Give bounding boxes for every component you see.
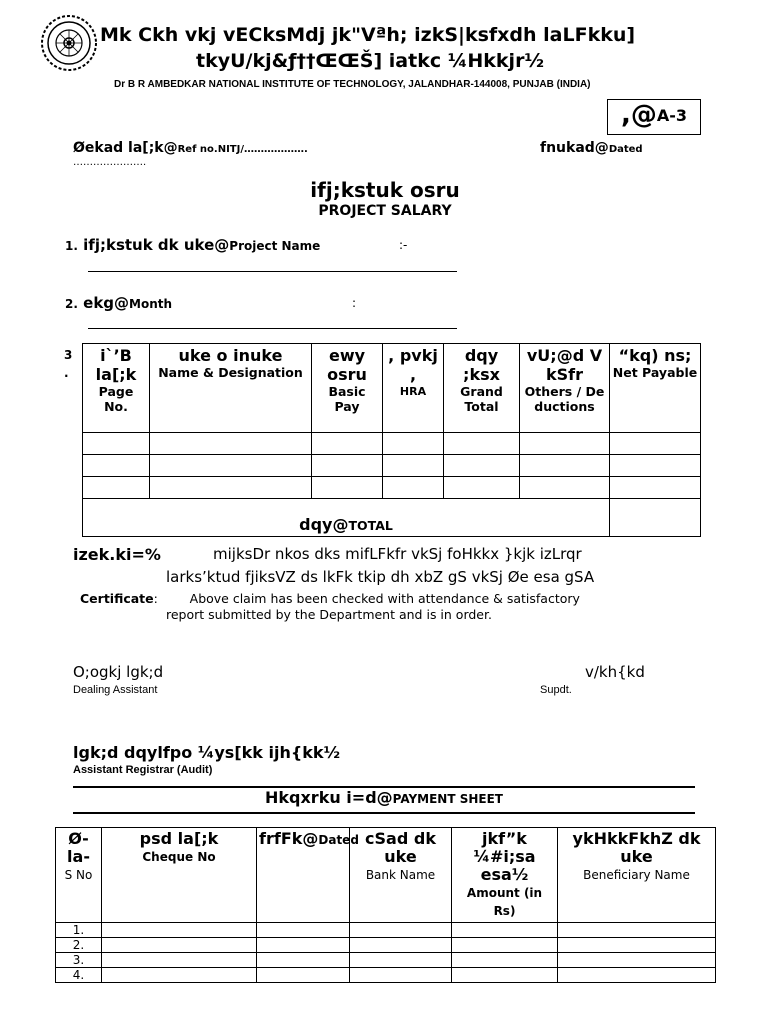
column-header-net-payable: “kq) ns; Net Payable — [610, 344, 701, 433]
total-value-cell — [610, 499, 701, 537]
institute-name-english: Dr B R AMBEDKAR NATIONAL INSTITUTE OF TECHNOLOGY, JALANDHAR-144008, PUNJAB (INDIA) — [114, 79, 591, 90]
month-field — [65, 294, 465, 312]
project-name-field — [65, 236, 465, 254]
reference-dots: …………………. — [73, 157, 147, 168]
certificate-text-hindi-line1: mijksDr nkos dks mifLFkfr vkSj foHkkx }kjk izLrqr — [213, 545, 582, 563]
table-header-row — [83, 344, 701, 433]
item-number: 1. — [65, 239, 78, 253]
page-title-hindi: ifj;kstuk osru — [310, 178, 460, 202]
table-row: 1. — [56, 923, 716, 938]
column-header-name: uke o inuke Name & Designation — [150, 344, 312, 433]
column-header-hra: , pvkj , HRA — [383, 344, 444, 433]
assistant-registrar-english: Assistant Registrar (Audit) — [73, 764, 213, 776]
reference-label-english: Ref no.NITJ/………………. — [177, 144, 308, 155]
reference-number — [73, 140, 308, 156]
institute-name-hindi-line1: Mk Ckh vkj vECksMdj jk"Vªh; izkS|ksfxdh laLFkku] — [100, 24, 636, 46]
certificate-text-hindi-line2: larks’ktud fjiksVZ ds lkFk tkip dh xbZ gS vkSj Øe esa gSA — [166, 568, 595, 586]
dealing-assistant-english: Dealing Assistant — [73, 684, 158, 696]
project-name-label-english: Project Name — [229, 239, 321, 253]
table-row: 4. — [56, 968, 716, 983]
form-code-english: A-3 — [656, 106, 688, 125]
salary-table — [82, 343, 701, 537]
column-header-page-no: i`’B la[;k Page No. — [83, 344, 150, 433]
certificate-text-english-line2: report submitted by the Department and is in order. — [166, 607, 492, 622]
column-header-grand-total: dqy ;ksx Grand Total — [444, 344, 520, 433]
dated-label-hindi: fnukad@ — [540, 140, 609, 156]
payment-header-bank: cSad dk uke Bank Name — [350, 828, 452, 923]
supdt-english: Supdt. — [540, 684, 572, 696]
certificate-label-english: Certificate — [80, 591, 154, 606]
assistant-registrar-hindi: lgk;d dqylfpo ¼ys[kk ijh{kk½ — [73, 743, 341, 762]
table-total-row — [83, 499, 701, 537]
column-header-deductions: vU;@d VkSfr Others / Deductions — [520, 344, 610, 433]
supdt-hindi: v/kh{kd — [585, 663, 645, 681]
payment-header-row — [56, 828, 716, 923]
column-header-basic-pay: ewy osru Basic Pay — [312, 344, 383, 433]
project-name-line — [88, 271, 457, 272]
item-number: 2. — [65, 297, 78, 311]
institute-name-hindi-line2: tkyU/kj&ƒ††ŒŒŠ] iatkc ¼Hkkjr½ — [196, 50, 545, 72]
payment-header-amount: jkf”k ¼#i;sa esa½ Amount (in Rs) — [452, 828, 558, 923]
month-colon: : — [352, 296, 357, 310]
form-code-hindi: ,@ — [620, 100, 657, 130]
payment-header-cheque: psd la[;k Cheque No — [102, 828, 257, 923]
institute-logo-icon — [40, 14, 98, 72]
table-row: 2. — [56, 938, 716, 953]
certificate-label-hindi: izek.ki=% — [73, 545, 161, 564]
dealing-assistant-hindi: O;ogkj lgk;d — [73, 663, 164, 681]
month-label-hindi: ekg@ — [83, 294, 130, 312]
table-row — [83, 477, 701, 499]
table-row: 3. — [56, 953, 716, 968]
project-name-label-hindi: ifj;kstuk dk uke@ — [83, 236, 230, 254]
payment-header-sno: Ø- la- S No — [56, 828, 102, 923]
reference-label-hindi: Øekad la[;k@ — [73, 140, 178, 156]
month-line — [88, 328, 457, 329]
payment-header-dated: frfFk@Dated — [257, 828, 350, 923]
page-title-english: PROJECT SALARY — [318, 203, 452, 219]
item-number: 3 . — [64, 348, 73, 380]
certificate-text-english: Certificate: Above claim has been checked with attendance & satisfactory — [80, 591, 580, 606]
payment-sheet-title: Hkqxrku i=d@PAYMENT SHEET — [265, 788, 503, 807]
payment-header-beneficiary: ykHkkFkhZ dk uke Beneficiary Name — [558, 828, 716, 923]
payment-table — [55, 827, 716, 983]
project-name-colon: :- — [399, 238, 408, 252]
table-row — [83, 455, 701, 477]
total-label: dqy@TOTAL — [83, 499, 610, 537]
dated-label-english: Dated — [608, 144, 643, 155]
month-label-english: Month — [129, 297, 173, 311]
table-row — [83, 433, 701, 455]
form-code-box — [607, 99, 701, 135]
divider — [73, 812, 695, 814]
dated-label — [540, 140, 643, 156]
